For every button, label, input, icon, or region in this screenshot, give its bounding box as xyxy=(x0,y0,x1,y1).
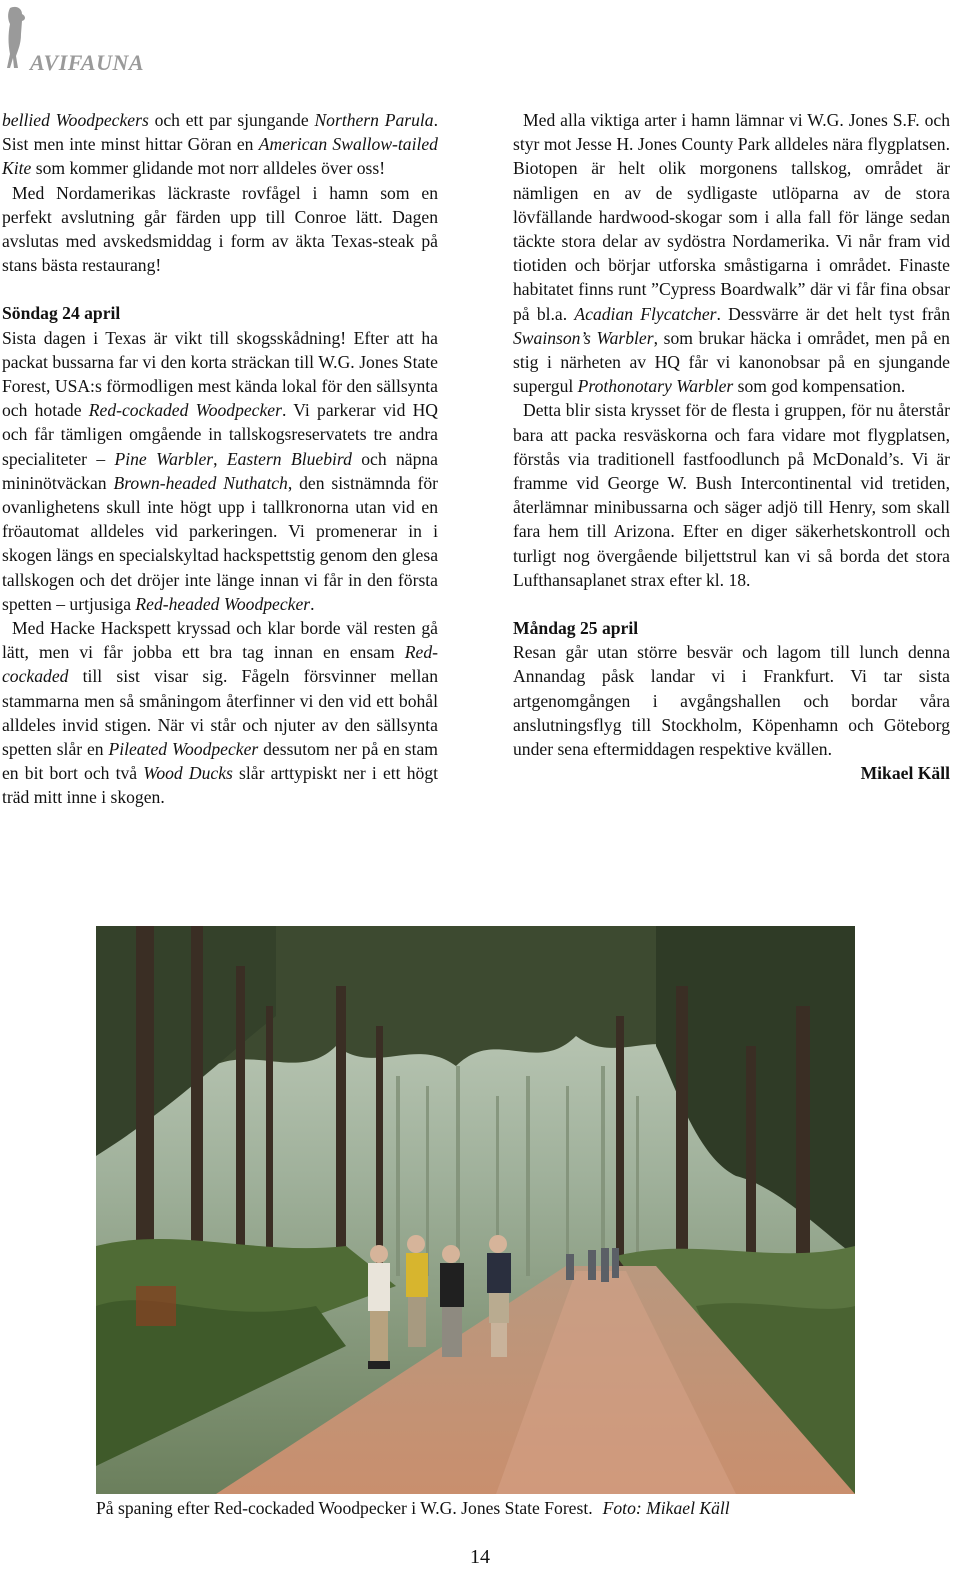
right-column xyxy=(513,108,950,785)
paragraph: Med Nordamerikas läckraste rovfågel i hamn som en perfekt avslutning går färden upp till Conroe lätt. Dagen avslutas med avskedsmiddag i form av äkta Texas-steak på stans bästa restaurang! xyxy=(2,182,438,276)
paragraph: Resan går utan större besvär och lagom till lunch denna Annandag påsk landar vi i Frankfurt. Vi tar sista artgenomgången i avgångshallen och bordar våra anslutningsflyg till Stockholm, Köpenhamn och Göteborg under sena eftermiddagen respektive kvällen. xyxy=(513,642,950,760)
section-heading-monday: Måndag 25 april xyxy=(513,618,639,639)
author-signature: Mikael Käll xyxy=(860,763,950,784)
bird-logo-icon xyxy=(2,4,28,70)
page-number: 14 xyxy=(470,1546,490,1568)
paragraph: Detta blir sista krysset för de flesta i gruppen, för nu återstår bara att packa resväskorna och fara vidare mot flygplatsen, förstås via traditionell fastfoodlunch på McDonald’s. Vi är framme vid George W. Bush Intercontinental vid tretiden, återlämnar minibussarna och säger adjö till Henry, som skall fara hem till Arizona. Efter en diger säkerhetskontroll och turligt nog övergående biljettstrul kan vi så borda det stora Lufthansaplanet strax efter kl. 18. xyxy=(513,400,950,590)
photo-credit: Foto: Mikael Käll xyxy=(602,1498,730,1518)
section-heading-sunday: Söndag 24 april xyxy=(2,303,121,324)
paragraph: Med alla viktiga arter i hamn lämnar vi W.G. Jones S.F. och styr mot Jesse H. Jones County Park alldeles nära flygplatsen. Biotopen är helt olik morgonens tallskog, området är nämligen en av de sydligaste utlöparna av de stora lövfällande hardwood-skogar som i alla fall för länge sedan täckte stora delar av sydöstra Nordamerika. Vi når fram vid tiotiden och börjar utforska småstigarna i området. Finaste habitatet finns runt ”Cypress Boardwalk” där vi får fina obsar på bl.a. Acadian Flycatcher. Dessvärre är det helt tyst från Swainson’s Warbler, som brukar häcka i området, men på en stig i närheten av HQ får vi kanonobsar på en sjungande supergul Prothonotary Warbler som god kompensation. xyxy=(513,110,951,397)
left-column xyxy=(2,108,438,810)
paragraph: Med Hacke Hackspett kryssad och klar borde väl resten gå lätt, men vi får jobba ett bra tag innan en ensam Red-cockaded till sist visar sig. Fågeln försvinner mellan stammarna men så småningom återfinner vi den vid ett bohål alldeles invid stigen. När vi står och njuter av den sällsynta spetten slår en Pileated Woodpecker dessutom ner på en stam en bit bort och två Wood Ducks slår arttypiskt ner i ett högt träd mitt inne i skogen. xyxy=(2,618,438,808)
paragraph: bellied Woodpeckers och ett par sjungande Northern Parula. Sist men inte minst hittar Göran en American Swallow-tailed Kite som kommer glidande mot norr alldeles över oss! xyxy=(2,110,438,179)
page-header xyxy=(0,0,400,80)
photo-caption xyxy=(96,1496,896,1520)
forest-photo xyxy=(96,926,855,1494)
paragraph: Sista dagen i Texas är vikt till skogsskådning! Efter att ha packat bussarna far vi den korta sträckan till W.G. Jones State Forest, USA:s förmodligen mest kända lokal för den sällsynta och hotade Red-cockaded Woodpecker. Vi parkerar vid HQ och får tämligen omgående in tallskogsreservatets tre andra specialiteter – Pine Warbler, Eastern Bluebird och näpna mininötväckan Brown-headed Nuthatch, den sistnämnda för ovanlighetens skull inte högt upp i tallkronorna utan vid en fröautomat alldeles vid parkeringen. Vi promenerar in i skogen längs en specialskyltad hackspettstig genom den glesa tallskogen och det dröjer inte länge innan vi får in den första spetten – urtjusiga Red-headed Woodpecker. xyxy=(2,327,439,614)
caption-text: På spaning efter Red-cockaded Woodpecker i W.G. Jones State Forest. xyxy=(96,1498,593,1518)
magazine-logo-text: AVIFAUNA xyxy=(30,50,145,75)
